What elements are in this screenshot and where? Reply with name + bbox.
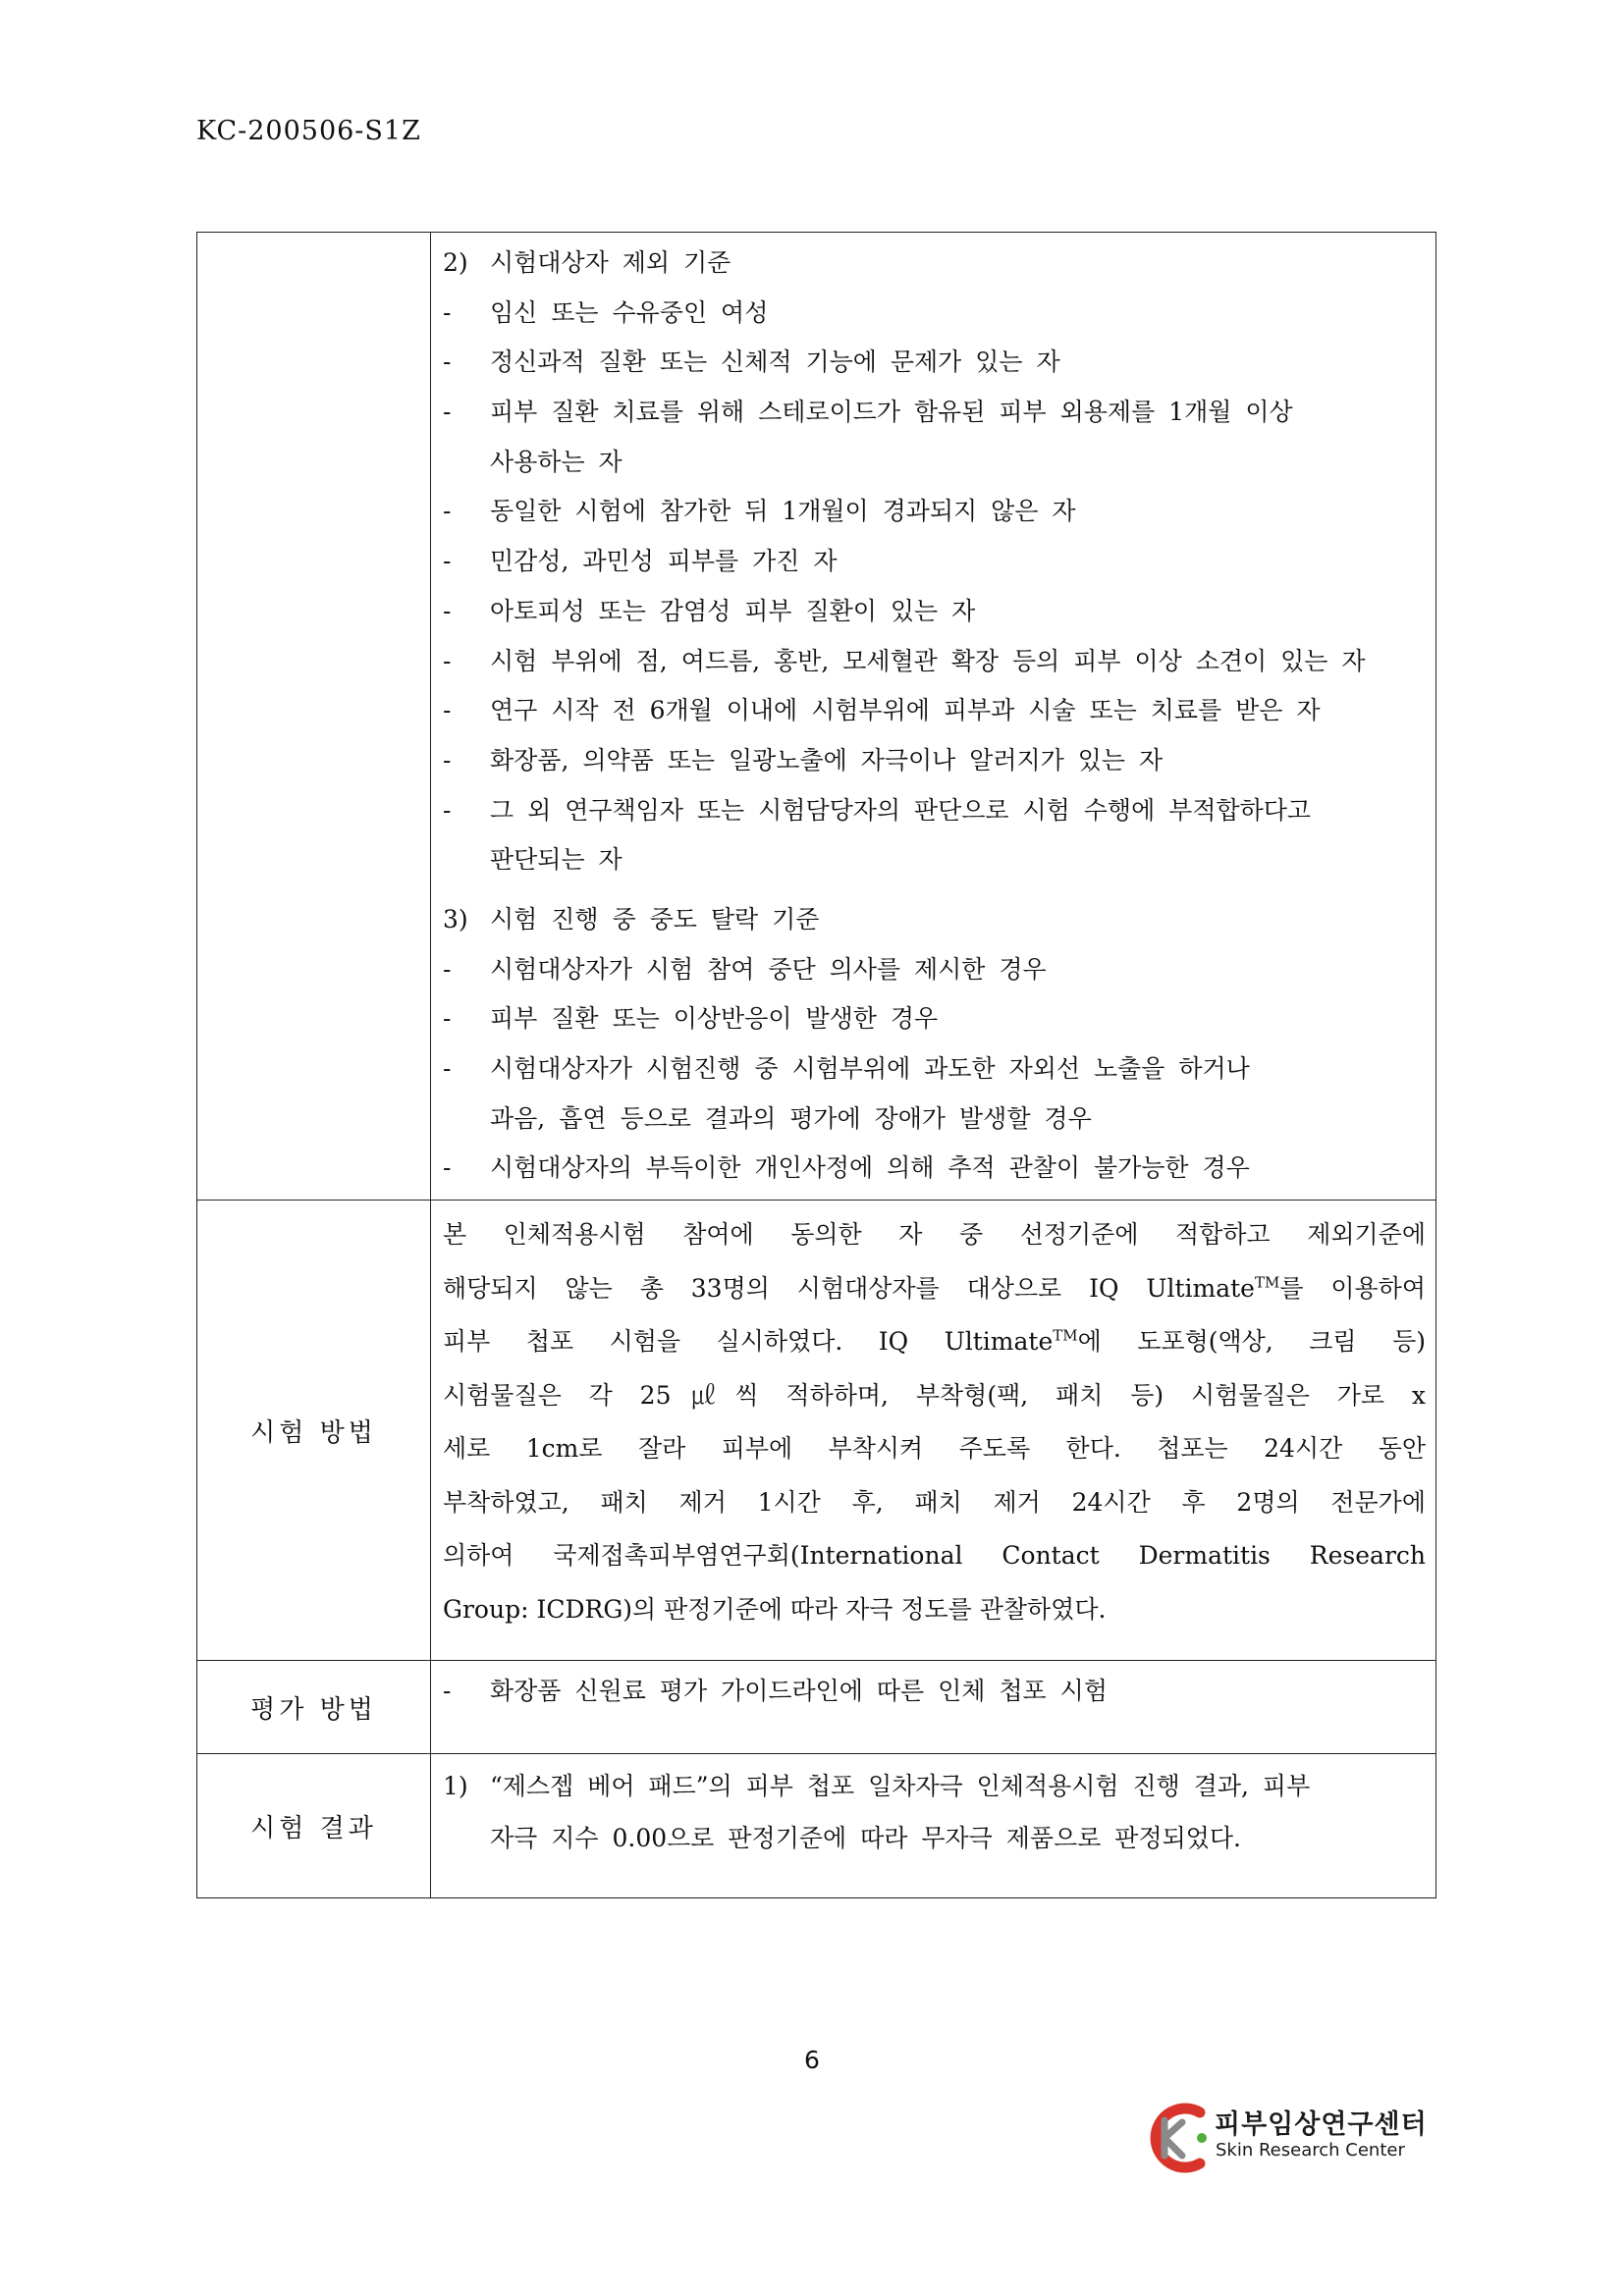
exclusion-item: - 시험 부위에 점, 여드름, 홍반, 모세혈관 확장 등의 피부 이상 소견이 있는 자 — [443, 646, 1366, 675]
criteria-label-cell — [197, 233, 431, 1201]
method-line: 해당되지 않는 총 33명의 시험대상자를 대상으로 IQ Ultimate™를 이용하여 — [443, 1273, 1426, 1303]
exclusion-item: 사용하는 자 — [490, 447, 623, 476]
method-line: Group: ICDRG)의 판정기준에 따라 자극 정도를 관찰하였다. — [443, 1594, 1107, 1624]
result-item: 1) “제스젭 베어 패드”의 피부 첩포 일차자극 인체적용시험 진행 결과, 피부 — [443, 1772, 1311, 1801]
evaluation-item: - 화장품 신원료 평가 가이드라인에 따른 인체 첩포 시험 — [443, 1677, 1108, 1706]
exclusion-item: 판단되는 자 — [490, 845, 623, 875]
exclusion-item: - 동일한 시험에 참가한 뒤 1개월이 경과되지 않은 자 — [443, 497, 1076, 526]
exclusion-item: - 임신 또는 수유중인 여성 — [443, 297, 769, 327]
method-row — [197, 1201, 1436, 1661]
exclusion-heading: 2) 시험대상자 제외 기준 — [443, 248, 731, 277]
method-line: 의하여 국제접촉피부염연구회(International Contact Dermatitis Research — [443, 1541, 1426, 1571]
method-line: 본 인체적용시험 참여에 동의한 자 중 선정기준에 적합하고 제외기준에 — [443, 1220, 1426, 1250]
method-line: 시험물질은 각 25㎕씩 적하하며, 부착형(팩, 패치 등) 시험물질은 가로 x — [443, 1380, 1426, 1410]
result-row — [197, 1754, 1436, 1898]
method-line: 피부 첩포 시험을 실시하였다. IQ Ultimate™에 도포형(액상, 크림 등) — [443, 1326, 1426, 1357]
exclusion-item: - 정신과적 질환 또는 신체적 기능에 문제가 있는 자 — [443, 347, 1060, 377]
trademark-mark: TM — [1254, 1273, 1280, 1292]
dropout-item: - 시험대상자가 시험 참여 중단 의사를 제시한 경우 — [443, 954, 1047, 984]
result-content — [431, 1754, 1436, 1898]
method-line: 부착하였고, 패치 제거 1시간 후, 패치 제거 24시간 후 2명의 전문가에 — [443, 1487, 1426, 1517]
result-item-continued: 자극 지수 0.00으로 판정기준에 따라 무자극 제품으로 판정되었다. — [490, 1824, 1241, 1853]
dropout-item: - 시험대상자가 시험진행 중 시험부위에 과도한 자외선 노출을 하거나 — [443, 1054, 1250, 1083]
dropout-list — [443, 945, 1426, 1194]
method-label: 시험 방법 — [197, 1201, 431, 1661]
logo-korean-text: 피부임상연구센터 — [1215, 2109, 1428, 2140]
exclusion-list — [443, 289, 1426, 885]
evaluation-row — [197, 1661, 1436, 1754]
dropout-item: 과음, 흡연 등으로 결과의 평가에 장애가 발생할 경우 — [490, 1103, 1092, 1133]
trademark-mark: TM — [1053, 1326, 1078, 1345]
evaluation-content — [431, 1661, 1436, 1754]
method-paragraph — [443, 1206, 1426, 1636]
dropout-item: - 피부 질환 또는 이상반응이 발생한 경우 — [443, 1004, 939, 1034]
dropout-heading: 3) 시험 진행 중 중도 탈락 기준 — [443, 904, 820, 934]
exclusion-item: - 화장품, 의약품 또는 일광노출에 자극이나 알러지가 있는 자 — [443, 745, 1164, 774]
logo-english-text: Skin Research Center — [1216, 2140, 1405, 2161]
criteria-row — [197, 233, 1436, 1201]
criteria-content-cell — [431, 233, 1436, 1201]
exclusion-item: - 피부 질환 치료를 위해 스테로이드가 함유된 피부 외용제를 1개월 이상 — [443, 398, 1293, 427]
dropout-item: - 시험대상자의 부득이한 개인사정에 의해 추적 관찰이 불가능한 경우 — [443, 1153, 1250, 1183]
evaluation-label: 평가 방법 — [197, 1661, 431, 1754]
result-label: 시험 결과 — [197, 1754, 431, 1898]
method-line: 세로 1cm로 잘라 피부에 부착시켜 주도록 한다. 첩포는 24시간 동안 — [443, 1434, 1426, 1464]
exclusion-item: - 민감성, 과민성 피부를 가진 자 — [443, 547, 838, 576]
test-info-table — [196, 232, 1436, 1898]
document-code: KC-200506-S1Z — [196, 116, 421, 146]
exclusion-item: - 그 외 연구책임자 또는 시험담당자의 판단으로 시험 수행에 부적합하다고 — [443, 795, 1312, 825]
exclusion-item: - 연구 시작 전 6개월 이내에 시험부위에 피부과 시술 또는 치료를 받은 자 — [443, 696, 1321, 725]
exclusion-item: - 아토피성 또는 감염성 피부 질환이 있는 자 — [443, 596, 976, 625]
method-content — [431, 1201, 1436, 1661]
page-number: 6 — [804, 2046, 820, 2074]
